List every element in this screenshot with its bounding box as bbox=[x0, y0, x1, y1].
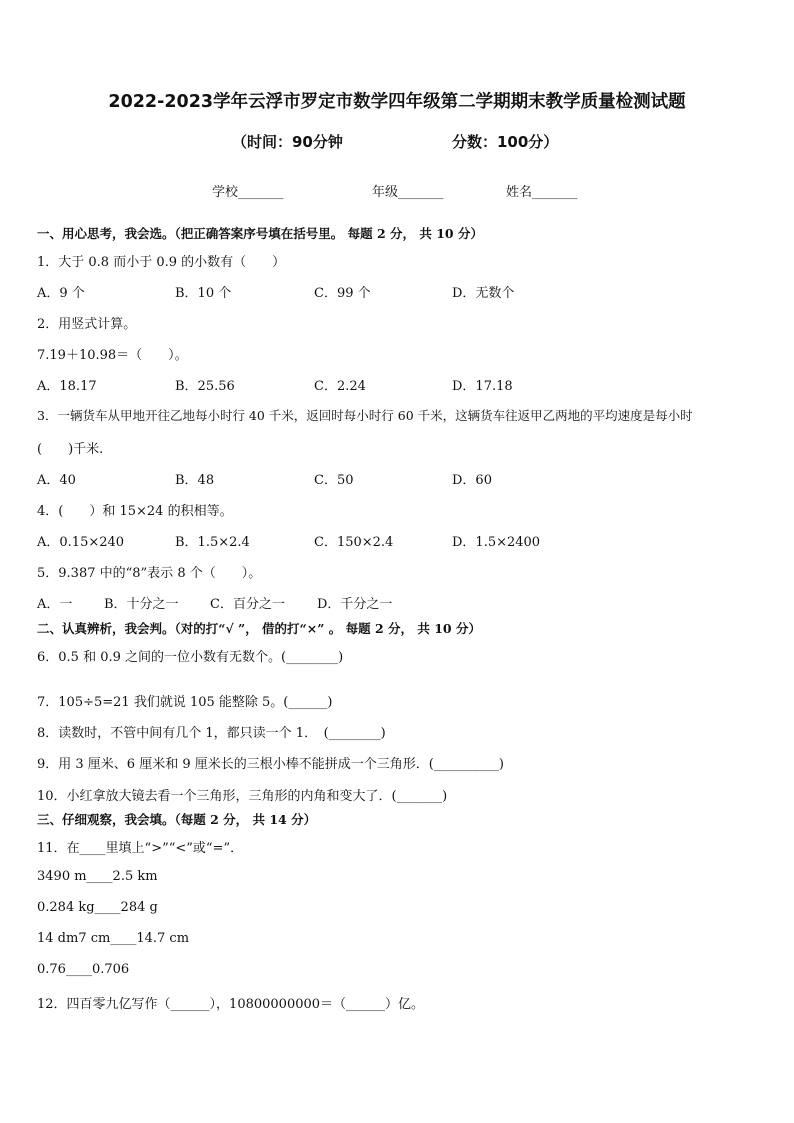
q2-option-b[interactable]: B．25.56 bbox=[175, 379, 235, 394]
q9-statement: 9．用 3 厘米、6 厘米和 9 厘米长的三根小棒不能拼成一个三角形．(__________) bbox=[37, 757, 504, 772]
q2-expression: 7.19＋10.98＝（ ）。 bbox=[37, 348, 188, 363]
q3-stem-cont: ( )千米. bbox=[37, 442, 104, 457]
q1-option-a[interactable]: A．9 个 bbox=[37, 286, 85, 301]
q5-option-c[interactable]: C．百分之一 bbox=[210, 597, 285, 612]
q3-option-c[interactable]: C．50 bbox=[314, 473, 354, 488]
q5-option-b[interactable]: B．十分之一 bbox=[104, 597, 179, 612]
section-3-heading: 三、仔细观察，我会填。（每题 2 分， 共 14 分） bbox=[37, 812, 317, 827]
q3-stem: 3．一辆货车从甲地开往乙地每小时行 40 千米，返回时每小时行 60 千米，这辆货车往返甲乙两地的平均速度是每小时 bbox=[37, 408, 693, 423]
section-2-heading: 二、认真辨析，我会判。（对的打“√ ”， 借的打“×” 。 每题 2 分， 共 10 分） bbox=[37, 621, 481, 636]
q2-option-d[interactable]: D．17.18 bbox=[452, 379, 513, 394]
q3-option-b[interactable]: B．48 bbox=[175, 473, 215, 488]
q1-stem: 1．大于 0.8 而小于 0.9 的小数有（ ） bbox=[37, 255, 286, 270]
q3-option-a[interactable]: A．40 bbox=[37, 473, 76, 488]
grade-field[interactable]: 年级_______ bbox=[372, 185, 444, 200]
q8-statement: 8．读数时，不管中间有几个 1，都只读一个 1． (________) bbox=[37, 726, 386, 741]
q1-option-d[interactable]: D．无数个 bbox=[452, 286, 515, 301]
q5-option-d[interactable]: D．千分之一 bbox=[317, 597, 393, 612]
q5-stem: 5．9.387 中的“8”表示 8 个（ ）。 bbox=[37, 566, 262, 581]
q2-stem: 2．用竖式计算。 bbox=[37, 317, 137, 332]
q10-statement: 10．小红拿放大镜去看一个三角形，三角形的内角和变大了．(_______) bbox=[37, 789, 448, 804]
q11-item-1: 3490 m____2.5 km bbox=[37, 869, 158, 884]
q11-item-2: 0.284 kg____284 g bbox=[37, 900, 158, 915]
q11-stem: 11．在____里填上“>”“<”或“=”． bbox=[37, 841, 244, 856]
q2-option-a[interactable]: A．18.17 bbox=[37, 379, 97, 394]
name-field[interactable]: 姓名_______ bbox=[506, 185, 578, 200]
q11-item-3: 14 dm7 cm____14.7 cm bbox=[37, 931, 190, 946]
q5-option-a[interactable]: A．一 bbox=[37, 597, 73, 612]
school-field[interactable]: 学校_______ bbox=[212, 185, 284, 200]
page-title: 2022-2023学年云浮市罗定市数学四年级第二学期期末教学质量检测试题 bbox=[108, 92, 686, 112]
q4-option-b[interactable]: B．1.5×2.4 bbox=[175, 535, 250, 550]
q1-option-b[interactable]: B．10 个 bbox=[175, 286, 232, 301]
q4-option-c[interactable]: C．150×2.4 bbox=[314, 535, 394, 550]
exam-time: （时间：90分钟 bbox=[232, 133, 343, 151]
section-1-heading: 一、用心思考，我会选。（把正确答案序号填在括号里。 每题 2 分， 共 10 分） bbox=[37, 226, 483, 241]
q6-statement: 6．0.5 和 0.9 之间的一位小数有无数个。(________) bbox=[37, 650, 344, 665]
q3-option-d[interactable]: D．60 bbox=[452, 473, 492, 488]
q4-option-a[interactable]: A．0.15×240 bbox=[37, 535, 125, 550]
q2-option-c[interactable]: C．2.24 bbox=[314, 379, 366, 394]
q7-statement: 7．105÷5=21 我们就说 105 能整除 5。(______) bbox=[37, 695, 333, 710]
q1-option-c[interactable]: C．99 个 bbox=[314, 286, 371, 301]
q11-item-4: 0.76____0.706 bbox=[37, 962, 130, 977]
q12-stem: 12．四百零九亿写作（______），10800000000＝（______）亿。 bbox=[37, 997, 425, 1012]
q4-stem: 4．( ）和 15×24 的积相等。 bbox=[37, 504, 233, 519]
exam-score: 分数：100分） bbox=[452, 133, 559, 151]
q4-option-d[interactable]: D．1.5×2400 bbox=[452, 535, 541, 550]
